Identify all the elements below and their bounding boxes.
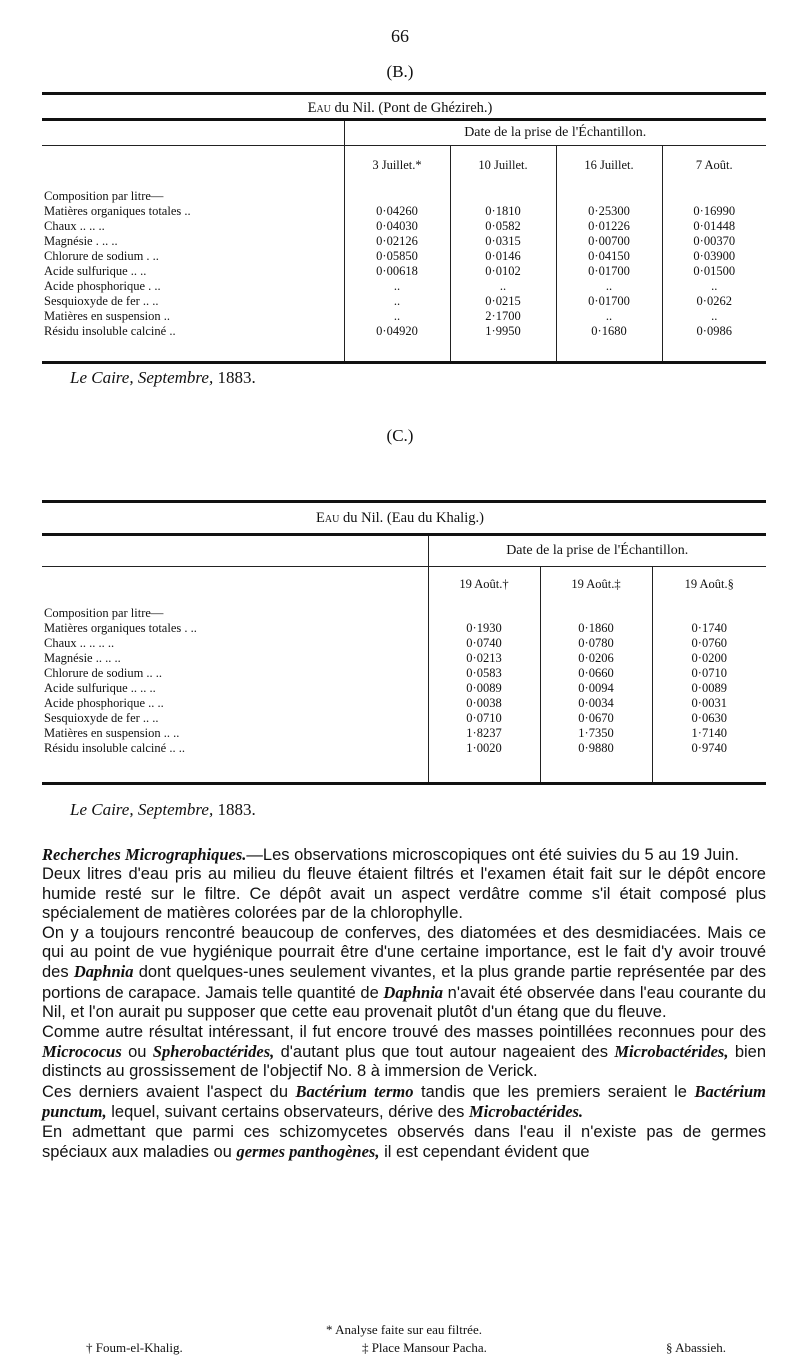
row-label: Acide sulfurique .. .. .. [44, 680, 156, 695]
cell-value: 0·1860 [540, 621, 652, 636]
cell-value: 0·0089 [428, 681, 540, 696]
blank-cell [42, 535, 428, 567]
cell-value: 0·05850 [344, 249, 450, 264]
cell-value: 0·00370 [662, 234, 766, 249]
place-text: Le Caire, Septembre, [70, 368, 214, 387]
cell-value: 1·8237 [428, 726, 540, 741]
row-label: Résidu insoluble calciné .. .. [44, 740, 185, 755]
p5-micro: Microbactérides. [468, 1102, 584, 1122]
table-row [42, 621, 766, 636]
bottom-rule [42, 784, 766, 786]
table-row [42, 711, 766, 726]
table-c [42, 533, 766, 785]
table-row [42, 726, 766, 741]
cell-value: 0·0094 [540, 681, 652, 696]
cell-value: 0·04920 [344, 324, 450, 339]
footnote-ddagger: ‡ Place Mansour Pacha. [361, 1340, 487, 1355]
row-label: Acide phosphorique .. .. [44, 695, 164, 710]
footnotes [42, 1322, 766, 1356]
p4-sphero: Spherobactérides, [152, 1042, 275, 1062]
cell-value: .. [344, 294, 450, 309]
row-label: Chlorure de sodium .. .. [44, 665, 163, 680]
cell-value: 0·00618 [344, 264, 450, 279]
cell-value: 0·01700 [556, 294, 662, 309]
section-c-label: (C.) [386, 426, 414, 445]
section-c-caption [0, 510, 800, 527]
cell-value: 0·0670 [540, 711, 652, 726]
caption-rest: du Nil. (Eau du Khalig.) [342, 510, 484, 526]
p4-micrococus: Micrococus [42, 1042, 122, 1062]
date-header: Date de la prise de l'Échantillon. [428, 535, 766, 567]
row-label: Matières en suspension .. [44, 308, 171, 323]
cell-value: 0·0710 [428, 711, 540, 726]
row-label: Chlorure de sodium . .. [44, 248, 159, 263]
table-row [42, 636, 766, 651]
p3-daphnia-1: Daphnia [73, 962, 134, 982]
cell-value: 0·1930 [428, 621, 540, 636]
table-row [42, 219, 766, 234]
p3-daphnia-2: Daphnia [383, 982, 444, 1002]
p1-text: —Les observations microscopiques ont été suivies du 5 au 19 Juin. [246, 846, 739, 864]
cell-value: .. [662, 279, 766, 294]
table-row [42, 234, 766, 249]
table-b [42, 118, 766, 364]
column-header: 16 Juillet. [556, 146, 662, 184]
table-row [42, 279, 766, 294]
p5-b: tandis que les premiers seraient le [421, 1082, 687, 1101]
cell-value: 0·0146 [450, 249, 556, 264]
cell-value: .. [556, 309, 662, 324]
cell-value: 0·0630 [652, 711, 766, 726]
cell-value: 0·0740 [428, 636, 540, 651]
cell-value: 0·0582 [450, 219, 556, 234]
table-row [42, 666, 766, 681]
column-header: 3 Juillet.* [344, 146, 450, 184]
paragraph-5 [42, 1082, 766, 1123]
composition-label: Composition par litre— [44, 189, 164, 203]
cell-value: 0·1680 [556, 324, 662, 339]
composition-label: Composition par litre— [44, 606, 164, 620]
cell-value: 0·0102 [450, 264, 556, 279]
cell-value: 0·9880 [540, 741, 652, 756]
cell-value: 0·0038 [428, 696, 540, 711]
year-text: 1883. [217, 368, 256, 387]
table-row [42, 294, 766, 309]
p4-microbact: Microbactérides, [614, 1042, 729, 1062]
cell-value: 1·0020 [428, 741, 540, 756]
blank-cell [42, 120, 344, 146]
cell-value: 1·9950 [450, 324, 556, 339]
body-text [42, 845, 766, 1163]
cell-value: 0·9740 [652, 741, 766, 756]
p4-b: ou [128, 1043, 147, 1062]
cell-value: 0·0262 [662, 294, 766, 309]
column-header: 19 Août.† [428, 567, 540, 601]
paragraph-6 [42, 1123, 766, 1163]
place-text: Le Caire, Septembre, [70, 800, 214, 819]
blank-cell [42, 146, 344, 184]
paragraph-3 [42, 924, 766, 1023]
row-label: Matières en suspension .. .. [44, 725, 180, 740]
page-number: 66 [391, 26, 409, 46]
cell-value: 0·25300 [556, 204, 662, 219]
table-row [42, 651, 766, 666]
cell-value: 0·0660 [540, 666, 652, 681]
caption-eau: Eau [316, 510, 340, 526]
caption-eau: Eau [307, 100, 331, 116]
section-b-top-rule [42, 92, 766, 95]
p3-c: n'avait été observée dans l'eau courante du Nil, et l'on aurait pu supposer que cette eau provenait plutôt d'un étang que du fleuve. [42, 983, 767, 1022]
p5-termo: Bactérium termo [295, 1081, 414, 1101]
cell-value: 0·04030 [344, 219, 450, 234]
section-b-caption [0, 100, 800, 117]
cell-value: 0·0583 [428, 666, 540, 681]
row-label: Magnésie .. .. .. [44, 650, 121, 665]
cell-value: 0·0986 [662, 324, 766, 339]
table-row [42, 681, 766, 696]
table-row [42, 741, 766, 756]
section-b-label: (B.) [386, 62, 414, 81]
cell-value: 0·01226 [556, 219, 662, 234]
row-label: Chaux .. .. .. .. [44, 635, 115, 650]
row-label: Matières organiques totales . .. [44, 620, 197, 635]
p1-title: Recherches Micrographiques. [42, 845, 247, 864]
p5-a: Ces derniers avaient l'aspect du [42, 1082, 288, 1101]
table-row [42, 249, 766, 264]
cell-value: 2·1700 [450, 309, 556, 324]
cell-value: 0·01448 [662, 219, 766, 234]
row-label: Matières organiques totales .. [44, 203, 191, 218]
p5-c: lequel, suivant certains observateurs, dérive des [111, 1103, 465, 1122]
table-row [42, 204, 766, 219]
paragraph-4 [42, 1023, 766, 1082]
cell-value: 0·0031 [652, 696, 766, 711]
p6-b: il est cependant évident que [384, 1143, 590, 1162]
row-label: Sesquioxyde de fer .. .. [44, 293, 159, 308]
section-c-place-date [70, 800, 256, 820]
cell-value: 0·03900 [662, 249, 766, 264]
cell-value: 0·0213 [428, 651, 540, 666]
footnote-section: § Abassieh. [666, 1340, 726, 1355]
cell-value: .. [662, 309, 766, 324]
cell-value: .. [450, 279, 556, 294]
cell-value: 0·0034 [540, 696, 652, 711]
row-label: Magnésie . .. .. [44, 233, 118, 248]
cell-value: 0·04150 [556, 249, 662, 264]
cell-value: 0·0780 [540, 636, 652, 651]
p6-germes: germes panthogènes, [236, 1142, 380, 1162]
section-c-top-rule [42, 500, 766, 503]
year-text: 1883. [217, 800, 256, 819]
paragraph-1 [42, 845, 766, 865]
footnote-star: * Analyse faite sur eau filtrée. [326, 1322, 482, 1337]
row-label: Résidu insoluble calciné .. [44, 323, 176, 338]
table-row [42, 264, 766, 279]
cell-value: .. [556, 279, 662, 294]
table-row [42, 309, 766, 324]
column-header: 19 Août.‡ [540, 567, 652, 601]
blank-cell [42, 567, 428, 601]
cell-value: .. [344, 309, 450, 324]
table-row [42, 696, 766, 711]
cell-value: 0·02126 [344, 234, 450, 249]
column-header: 19 Août.§ [652, 567, 766, 601]
cell-value: .. [344, 279, 450, 294]
section-b-place-date [70, 368, 256, 388]
cell-value: 0·04260 [344, 204, 450, 219]
cell-value: 0·0206 [540, 651, 652, 666]
footnote-row [42, 1340, 766, 1356]
p3-b: dont quelques-unes seulement vivantes, et la plus grande partie représentée par des portions de carapace. Jamais telle quantité de [42, 963, 766, 1002]
cell-value: 0·1740 [652, 621, 766, 636]
p4-c: d'autant plus que tout autour nageaient des [280, 1043, 609, 1062]
cell-value: 0·0710 [652, 666, 766, 681]
caption-rest: du Nil. (Pont de Ghézireh.) [334, 100, 493, 116]
cell-value: 1·7140 [652, 726, 766, 741]
column-header: 7 Août. [662, 146, 766, 184]
row-label: Chaux .. .. .. [44, 218, 105, 233]
date-header: Date de la prise de l'Échantillon. [344, 120, 766, 146]
p4-a: Comme autre résultat intéressant, il fut encore trouvé des masses pointillées reconnues pour des [42, 1022, 766, 1041]
cell-value: 0·1810 [450, 204, 556, 219]
p5-punctum: Bactérium punctum, [42, 1081, 766, 1122]
p6-a: En admettant que parmi ces schizomycetes observés dans l'eau il n'existe pas de germes spéciaux aux maladies ou [42, 1122, 766, 1162]
footnote-dagger: † Foum-el-Khalig. [86, 1340, 183, 1355]
row-label: Acide sulfurique .. .. [44, 263, 147, 278]
row-label: Acide phosphorique . .. [44, 278, 161, 293]
cell-value: 0·0315 [450, 234, 556, 249]
cell-value: 0·0200 [652, 651, 766, 666]
p4-d: bien distincts au grossissement de l'objectif No. 8 à immersion de Verick. [42, 1043, 767, 1081]
cell-value: 0·01500 [662, 264, 766, 279]
table-row [42, 324, 766, 339]
cell-value: 0·16990 [662, 204, 766, 219]
paragraph-2: Deux litres d'eau pris au milieu du fleuve étaient filtrés et l'examen était fait sur le dépôt encore humide resté sur le filtre. Ce dépôt avait un aspect verdâtre comme s'il était composé plus spécialement de matières colorées par de la chlorophylle. [42, 865, 766, 923]
bottom-rule [42, 363, 766, 365]
cell-value: 1·7350 [540, 726, 652, 741]
p3-a: On y a toujours rencontré beaucoup de conferves, des diatomées et des desmidiacées. Mais ce qui au point de vue hygiénique pourrait être d'une certaine importance, est le fait d'y avoir trouvé des [42, 923, 766, 982]
cell-value: 0·0215 [450, 294, 556, 309]
column-header: 10 Juillet. [450, 146, 556, 184]
cell-value: 0·01700 [556, 264, 662, 279]
row-label: Sesquioxyde de fer .. .. [44, 710, 159, 725]
cell-value: 0·00700 [556, 234, 662, 249]
cell-value: 0·0760 [652, 636, 766, 651]
cell-value: 0·0089 [652, 681, 766, 696]
